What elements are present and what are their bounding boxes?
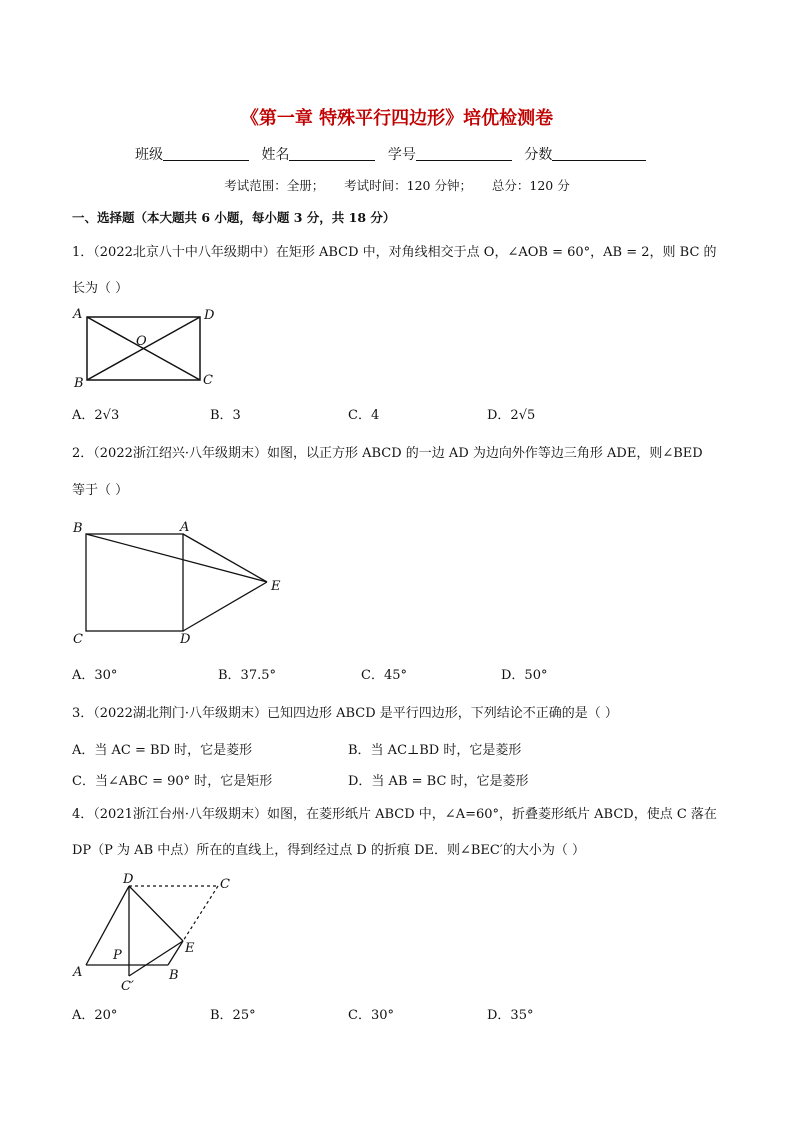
- label-c: C: [220, 877, 230, 892]
- q4-option-b: B．25°: [210, 1008, 256, 1023]
- segment-be: [168, 941, 183, 965]
- label-b: B: [169, 968, 179, 983]
- id-blank: [416, 146, 512, 161]
- q4-option-d: D．35°: [487, 1008, 534, 1023]
- score-label: 分数: [524, 147, 553, 163]
- label-a: A: [73, 307, 83, 322]
- name-label: 姓名: [261, 147, 290, 163]
- label-o: O: [136, 334, 147, 349]
- student-info-line: [135, 144, 654, 164]
- label-d: D: [180, 632, 191, 647]
- label-e: E: [185, 941, 195, 956]
- q3-option-d: D．当 AB = BC 时，它是菱形: [348, 774, 529, 789]
- score-blank: [552, 146, 646, 161]
- label-e: E: [271, 579, 281, 594]
- q3-option-b: B．当 AC⊥BD 时，它是菱形: [348, 743, 522, 758]
- exam-time: 考试时间：120 分钟；: [344, 178, 472, 193]
- q3-option-c: C．当∠ABC = 90° 时，它是矩形: [72, 774, 273, 789]
- q2-option-d: D．50°: [501, 668, 548, 683]
- q2-option-c: C．45°: [361, 668, 407, 683]
- question-4-figure: [70, 868, 245, 996]
- q2-option-b: B．37.5°: [218, 668, 276, 683]
- label-d: D: [204, 308, 215, 323]
- section-heading: 一、选择题（本大题共 6 小题，每小题 3 分，共 18 分）: [72, 210, 396, 225]
- question-1-figure: [70, 303, 230, 393]
- question-3-text: 3．（2022湖北荆门·八年级期末）已知四边形 ABCD 是平行四边形，下列结论不正确的是（ ）: [72, 706, 618, 721]
- page-title: 《第一章 特殊平行四边形》培优检测卷: [240, 108, 554, 129]
- q3-option-a: A．当 AC = BD 时，它是菱形: [72, 743, 253, 758]
- q2-option-a: A．30°: [72, 668, 118, 683]
- q4-option-a: A．20°: [72, 1008, 118, 1023]
- label-b: B: [73, 521, 83, 536]
- segment-ae: [183, 534, 267, 582]
- segment-ad: [86, 886, 129, 965]
- segment-be: [86, 534, 267, 582]
- segment-ce-dashed: [183, 886, 218, 941]
- class-blank: [163, 146, 249, 161]
- q1-option-a: A．2√3: [72, 408, 120, 423]
- id-label: 学号: [387, 147, 416, 163]
- label-p: P: [113, 948, 122, 963]
- exam-total: 总分：120 分: [491, 178, 570, 193]
- question-2-figure: [70, 516, 290, 648]
- label-a: A: [73, 965, 83, 980]
- question-4-text-cont: DP（P 为 AB 中点）所在的直线上，得到经过点 D 的折痕 DE．则∠BEC′的大小为（ ）: [72, 843, 585, 858]
- label-b: B: [74, 376, 84, 391]
- question-2-text-cont: 等于（ ）: [72, 483, 129, 498]
- label-c: C: [73, 632, 83, 647]
- square-abcd: [86, 534, 183, 631]
- exam-scope: 考试范围：全册；: [224, 178, 325, 193]
- q4-option-c: C．30°: [348, 1008, 394, 1023]
- label-c-prime: C′: [121, 979, 134, 994]
- question-4-text: 4．（2021浙江台州·八年级期末）如图，在菱形纸片 ABCD 中，∠A=60°，折叠菱形纸片 ABCD，使点 C 落在: [72, 807, 717, 822]
- label-d: D: [123, 872, 134, 887]
- question-1-text: 1．（2022北京八十中八年级期中）在矩形 ABCD 中，对角线相交于点 O，∠AOB = 60°，AB = 2，则 BC 的: [72, 245, 717, 260]
- segment-de: [183, 582, 267, 631]
- label-c: C: [203, 373, 213, 388]
- question-1-text-cont: 长为（ ）: [72, 281, 129, 296]
- question-2-text: 2．（2022浙江绍兴·八年级期末）如图，以正方形 ABCD 的一边 AD 为边向外作等边三角形 ADE，则∠BED: [72, 446, 703, 461]
- segment-de: [129, 886, 183, 941]
- label-a: A: [180, 520, 190, 535]
- q1-option-c: C．4: [348, 408, 380, 423]
- class-label: 班级: [135, 147, 163, 163]
- name-blank: [289, 146, 375, 161]
- q1-option-b: B．3: [210, 408, 241, 423]
- exam-meta: [0, 176, 794, 194]
- q1-option-d: D．2√5: [487, 408, 536, 423]
